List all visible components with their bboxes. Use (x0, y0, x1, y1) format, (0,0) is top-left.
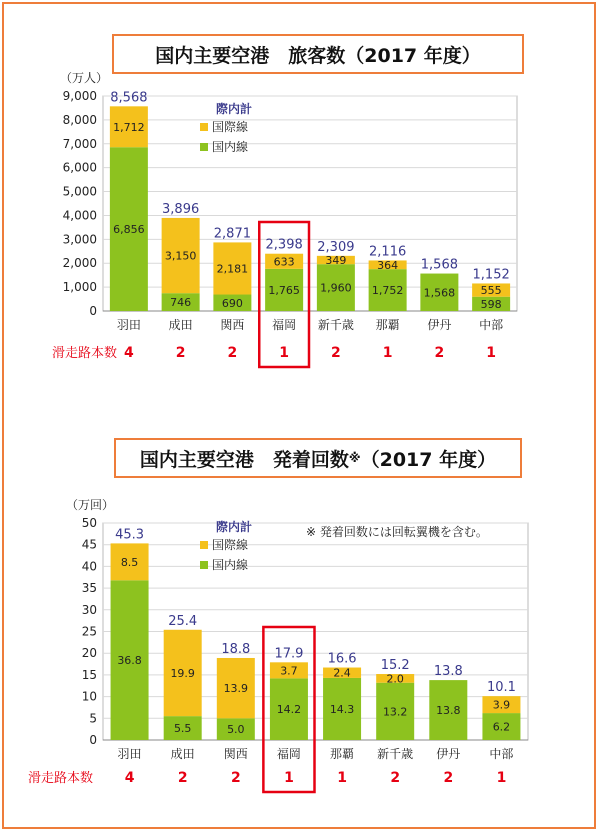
x-tick-label: 羽田 (116, 318, 141, 332)
chart-title-year: （2017 年度） (360, 448, 497, 471)
y-tick-label: 8,000 (62, 112, 97, 127)
y-tick-label: 15 (81, 667, 97, 682)
runway-count: 1 (284, 770, 294, 786)
runway-count: 2 (331, 345, 341, 361)
data-label-total: 13.8 (433, 664, 463, 680)
chart-title-main: 国内主要空港 旅客数 (155, 44, 346, 67)
y-tick-label: 10 (81, 689, 97, 704)
data-label-domestic: 5.5 (173, 722, 192, 736)
data-label-domestic: 14.2 (276, 703, 302, 717)
chart-title-mark: ※ (348, 451, 361, 465)
data-label-total: 3,896 (162, 201, 200, 217)
data-label-total: 45.3 (115, 527, 145, 543)
data-label-total: 2,116 (369, 244, 407, 260)
runway-count: 2 (230, 770, 241, 786)
data-label-international: 555 (480, 284, 502, 298)
data-label-total: 17.9 (274, 646, 304, 662)
y-tick-label: 7,000 (62, 136, 97, 151)
x-tick-label: 中部 (489, 747, 514, 761)
legend-label-international: 国際線 (212, 538, 249, 552)
runway-count: 1 (496, 770, 507, 786)
data-label-total: 2,871 (213, 226, 251, 242)
runway-count: 1 (486, 345, 496, 361)
data-label-international: 13.9 (223, 682, 249, 696)
data-label-total: 2,309 (317, 239, 355, 255)
data-label-total: 18.8 (221, 641, 251, 657)
data-label-international: 349 (325, 254, 347, 268)
data-label-international: 2.4 (333, 666, 351, 680)
runway-count: 2 (227, 345, 238, 361)
x-tick-label: 福岡 (276, 747, 301, 761)
y-tick-label: 3,000 (62, 232, 97, 247)
data-label-total: 1,568 (420, 257, 458, 273)
data-label-total: 25.4 (168, 613, 198, 629)
y-tick-label: 45 (81, 537, 97, 552)
passengers-chart (0, 0, 600, 400)
data-label-domestic: 5.0 (227, 723, 245, 737)
legend-swatch-international (200, 541, 208, 549)
data-label-domestic: 690 (221, 296, 243, 310)
y-tick-label: 6,000 (62, 160, 97, 175)
data-label-international: 3.9 (492, 698, 511, 712)
data-label-domestic: 6.2 (492, 720, 511, 734)
runway-count: 1 (337, 770, 347, 786)
data-label-international: 364 (377, 258, 399, 272)
data-label-total: 15.2 (380, 658, 410, 674)
data-label-total: 10.1 (486, 680, 516, 696)
data-label-international: 8.5 (120, 555, 139, 569)
legend-swatch-domestic (200, 143, 208, 151)
chart-note: ※ 発着回数には回転翼機を含む。 (306, 525, 488, 539)
runway-count: 2 (390, 770, 401, 786)
x-tick-label: 伊丹 (436, 747, 461, 761)
x-tick-label: 成田 (170, 747, 195, 761)
x-tick-label: 那覇 (330, 747, 355, 761)
data-label-total: 2,398 (265, 237, 303, 253)
y-tick-label: 5 (89, 711, 97, 726)
runway-count: 2 (434, 345, 445, 361)
runway-count: 1 (382, 345, 393, 361)
data-label-international: 19.9 (170, 666, 195, 680)
data-label-domestic: 1,568 (423, 286, 456, 300)
runway-count: 4 (124, 345, 134, 361)
data-label-domestic: 36.8 (117, 654, 142, 668)
data-label-total: 16.6 (327, 651, 357, 667)
x-tick-label: 中部 (479, 318, 504, 332)
y-tick-label: 9,000 (62, 89, 97, 103)
y-tick-label: 4,000 (62, 208, 97, 223)
y-tick-label: 1,000 (62, 280, 97, 295)
runway-count: 2 (175, 345, 186, 361)
x-tick-label: 新千歳 (377, 747, 414, 761)
y-tick-label: 30 (81, 602, 97, 617)
data-label-domestic: 6,856 (113, 223, 145, 237)
chart-title-main: 国内主要空港 発着回数 (139, 448, 349, 471)
data-label-domestic: 14.3 (329, 702, 355, 716)
data-label-international: 1,712 (113, 120, 145, 134)
chart-title-year: （2017 年度） (345, 44, 481, 67)
legend-label-domestic: 国内線 (212, 140, 249, 154)
legend-title: 際内計 (216, 102, 253, 116)
x-tick-label: 福岡 (272, 318, 297, 332)
y-tick-label: 50 (81, 516, 97, 530)
x-tick-label: 成田 (168, 318, 193, 332)
data-label-domestic: 13.2 (382, 705, 408, 719)
data-label-international: 2,181 (216, 262, 249, 276)
y-tick-label: 5,000 (62, 184, 97, 199)
y-tick-label: 25 (81, 624, 97, 639)
x-tick-label: 関西 (223, 747, 248, 761)
y-tick-label: 40 (81, 559, 97, 574)
data-label-domestic: 1,765 (268, 283, 300, 297)
runway-count: 1 (279, 345, 289, 361)
data-label-domestic: 13.8 (436, 704, 461, 718)
x-tick-label: 羽田 (117, 747, 142, 761)
runway-row-label: 滑走路本数 (28, 771, 94, 786)
data-label-international: 2.0 (386, 672, 404, 686)
unit-label: （万回） (66, 498, 115, 512)
data-label-total: 1,152 (472, 267, 510, 283)
data-label-domestic: 746 (170, 296, 192, 310)
unit-label: （万人） (60, 71, 109, 85)
y-tick-label: 35 (81, 581, 97, 596)
data-label-domestic: 1,960 (320, 281, 352, 295)
legend-swatch-domestic (200, 561, 208, 569)
x-tick-label: 伊丹 (427, 318, 452, 332)
y-tick-label: 0 (89, 733, 97, 747)
runway-count: 2 (443, 770, 454, 786)
y-tick-label: 0 (89, 304, 97, 318)
y-tick-label: 20 (81, 646, 97, 661)
runway-count: 4 (124, 770, 135, 786)
x-tick-label: 那覇 (375, 318, 400, 332)
data-label-international: 633 (273, 255, 295, 269)
data-label-total: 8,568 (110, 90, 148, 106)
movements-chart (0, 400, 600, 830)
runway-row-label: 滑走路本数 (52, 346, 118, 361)
legend-title: 際内計 (216, 520, 253, 534)
data-label-international: 3,150 (164, 249, 197, 263)
legend-label-international: 国際線 (212, 120, 249, 134)
x-tick-label: 関西 (220, 318, 245, 332)
legend-label-domestic: 国内線 (212, 558, 249, 572)
data-label-international: 3.7 (280, 664, 298, 678)
data-label-domestic: 1,752 (371, 284, 404, 298)
y-tick-label: 2,000 (62, 256, 97, 271)
x-tick-label: 新千歳 (317, 318, 354, 332)
legend-swatch-international (200, 123, 208, 131)
runway-count: 2 (177, 770, 188, 786)
data-label-domestic: 598 (480, 297, 502, 311)
